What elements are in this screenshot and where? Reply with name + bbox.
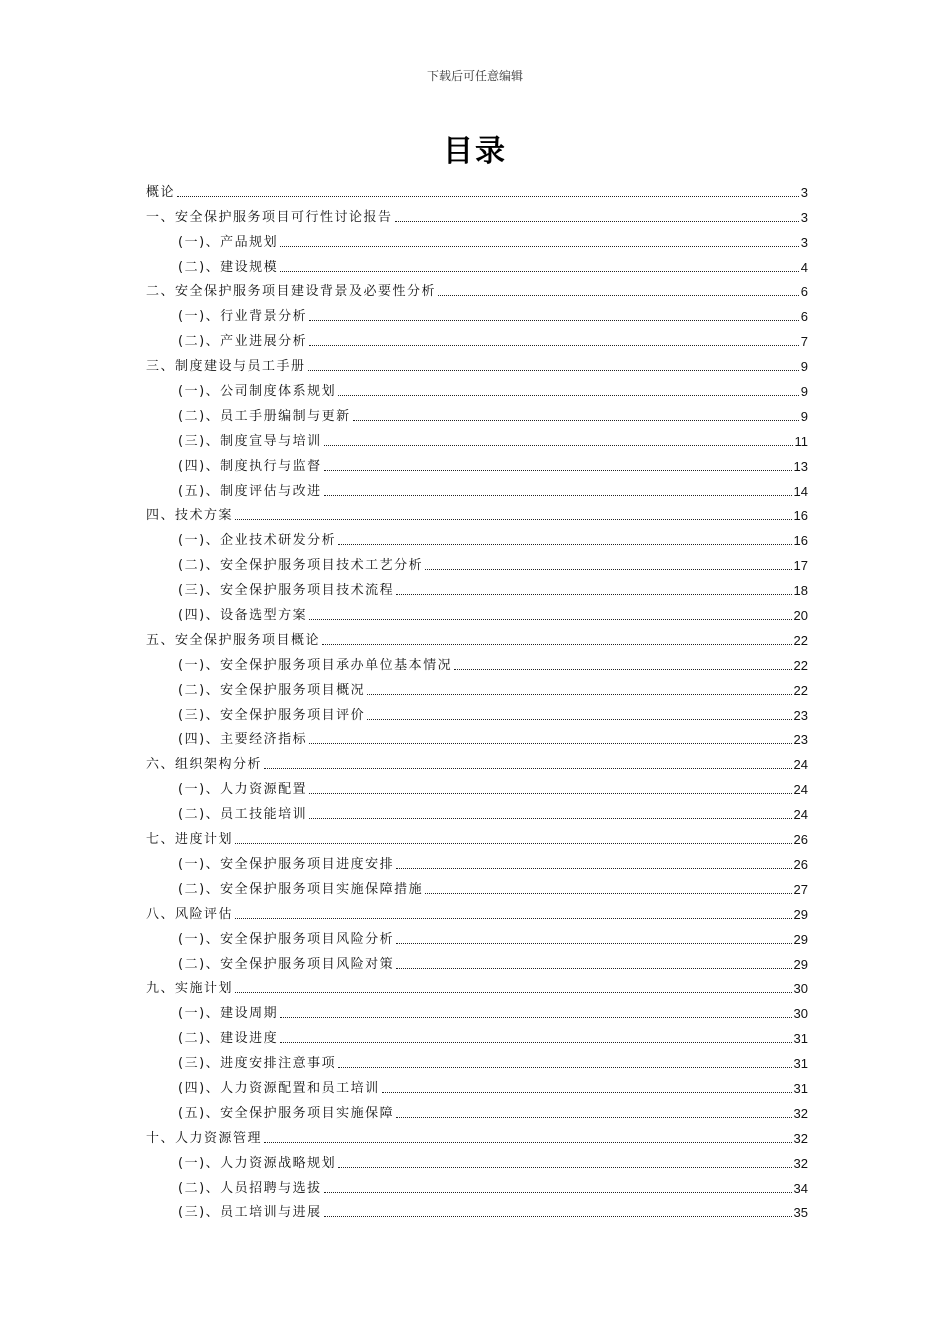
toc-entry-title: (五)、制度评估与改进 bbox=[178, 483, 322, 499]
toc-entry[interactable] bbox=[146, 574, 808, 599]
toc-dot-leader bbox=[322, 644, 792, 645]
toc-page-number: 23 bbox=[793, 732, 808, 748]
toc-entry-title: (三)、安全保护服务项目技术流程 bbox=[178, 583, 395, 599]
toc-page-number: 3 bbox=[800, 184, 808, 200]
toc-dot-leader bbox=[396, 594, 791, 595]
toc-dot-leader bbox=[280, 271, 799, 272]
toc-entry-title: (四)、人力资源配置和员工培训 bbox=[178, 1080, 380, 1096]
toc-entry[interactable] bbox=[146, 699, 808, 724]
toc-entry-title: 九、实施计划 bbox=[146, 981, 234, 997]
toc-dot-leader bbox=[280, 1042, 791, 1043]
toc-entry[interactable] bbox=[146, 1022, 808, 1047]
toc-dot-leader bbox=[280, 246, 799, 247]
toc-entry-title: (二)、产业进展分析 bbox=[178, 334, 308, 350]
toc-page-number: 34 bbox=[793, 1180, 808, 1196]
toc-dot-leader bbox=[235, 992, 792, 993]
toc-entry-title: 五、安全保护服务项目概论 bbox=[146, 632, 321, 648]
toc-page-number: 11 bbox=[794, 433, 808, 449]
toc-dot-leader bbox=[324, 495, 792, 496]
toc-dot-leader bbox=[367, 719, 791, 720]
toc-page-number: 13 bbox=[793, 458, 808, 474]
toc-dot-leader bbox=[396, 943, 791, 944]
toc-dot-leader bbox=[309, 619, 791, 620]
toc-page-number: 35 bbox=[793, 1205, 808, 1221]
toc-page-number: 9 bbox=[800, 359, 808, 375]
toc-page-number: 22 bbox=[793, 657, 808, 673]
toc-dot-leader bbox=[309, 793, 791, 794]
toc-entry-title: 三、制度建设与员工手册 bbox=[146, 359, 306, 375]
toc-dot-leader bbox=[382, 1092, 792, 1093]
toc-entry[interactable] bbox=[146, 649, 808, 674]
toc-entry-title: (二)、建设规模 bbox=[178, 259, 279, 275]
toc-entry-title: (二)、建设进度 bbox=[178, 1031, 279, 1047]
toc-entry-title: (四)、制度执行与监督 bbox=[178, 458, 322, 474]
toc-entry[interactable] bbox=[146, 276, 808, 301]
toc-entry[interactable] bbox=[146, 973, 808, 998]
toc-dot-leader bbox=[338, 1167, 791, 1168]
toc-page-number: 24 bbox=[793, 757, 808, 773]
toc-page-number: 29 bbox=[793, 956, 808, 972]
toc-entry[interactable] bbox=[146, 674, 808, 699]
toc-entry[interactable] bbox=[146, 325, 808, 350]
toc-entry[interactable] bbox=[146, 1047, 808, 1072]
toc-entry[interactable] bbox=[146, 923, 808, 948]
toc-entry-title: 八、风险评估 bbox=[146, 906, 234, 922]
toc-dot-leader bbox=[324, 445, 793, 446]
toc-dot-leader bbox=[309, 743, 791, 744]
toc-page-number: 6 bbox=[800, 309, 808, 325]
toc-page-number: 7 bbox=[800, 334, 808, 350]
toc-page-number: 27 bbox=[793, 881, 808, 897]
toc-dot-leader bbox=[324, 470, 792, 471]
toc-page-number: 26 bbox=[793, 856, 808, 872]
toc-entry-title: (一)、安全保护服务项目进度安排 bbox=[178, 856, 395, 872]
toc-page-number: 9 bbox=[800, 408, 808, 424]
toc-entry[interactable] bbox=[146, 425, 808, 450]
toc-dot-leader bbox=[367, 694, 791, 695]
toc-entry[interactable] bbox=[146, 500, 808, 525]
toc-entry[interactable] bbox=[146, 524, 808, 549]
toc-entry-title: (五)、安全保护服务项目实施保障 bbox=[178, 1105, 395, 1121]
toc-entry-title: 七、进度计划 bbox=[146, 832, 234, 848]
toc-entry[interactable] bbox=[146, 226, 808, 251]
toc-dot-leader bbox=[235, 519, 792, 520]
page-title: 目录 bbox=[443, 134, 507, 169]
toc-dot-leader bbox=[338, 395, 799, 396]
toc-page-number: 29 bbox=[793, 931, 808, 947]
toc-dot-leader bbox=[235, 843, 792, 844]
toc-dot-leader bbox=[425, 569, 791, 570]
toc-entry[interactable] bbox=[146, 1197, 808, 1222]
toc-page-number: 24 bbox=[793, 807, 808, 823]
toc-dot-leader bbox=[396, 968, 791, 969]
toc-entry-title: (二)、人员招聘与选拔 bbox=[178, 1180, 322, 1196]
toc-entry[interactable] bbox=[146, 873, 808, 898]
toc-entry-title: (一)、企业技术研发分析 bbox=[178, 533, 337, 549]
toc-entry[interactable] bbox=[146, 1147, 808, 1172]
toc-entry-title: (一)、人力资源战略规划 bbox=[178, 1155, 337, 1171]
toc-entry-title: (四)、设备选型方案 bbox=[178, 608, 308, 624]
toc-entry[interactable] bbox=[146, 948, 808, 973]
toc-dot-leader bbox=[235, 918, 792, 919]
toc-entry-title: (一)、人力资源配置 bbox=[178, 782, 308, 798]
toc-page-number: 30 bbox=[793, 1006, 808, 1022]
toc-entry[interactable] bbox=[146, 201, 808, 226]
toc-page-number: 29 bbox=[793, 906, 808, 922]
toc-entry-title: (一)、公司制度体系规划 bbox=[178, 384, 337, 400]
toc-page-number: 18 bbox=[793, 583, 808, 599]
toc-entry[interactable] bbox=[146, 549, 808, 574]
toc-entry[interactable] bbox=[146, 748, 808, 773]
toc-entry[interactable] bbox=[146, 375, 808, 400]
toc-dot-leader bbox=[395, 221, 799, 222]
toc-page-number: 22 bbox=[793, 632, 808, 648]
toc-page-number: 26 bbox=[793, 832, 808, 848]
toc-entry-title: 六、组织架构分析 bbox=[146, 757, 263, 773]
toc-entry-title: (四)、主要经济指标 bbox=[178, 732, 308, 748]
toc-page-number: 32 bbox=[793, 1130, 808, 1146]
toc-page-number: 3 bbox=[800, 234, 808, 250]
toc-page-number: 31 bbox=[793, 1056, 808, 1072]
toc-page-number: 16 bbox=[793, 533, 808, 549]
toc-entry-title: 十、人力资源管理 bbox=[146, 1130, 263, 1146]
toc-entry-title: (一)、行业背景分析 bbox=[178, 309, 308, 325]
toc-dot-leader bbox=[177, 196, 799, 197]
toc-entry[interactable] bbox=[146, 898, 808, 923]
toc-entry[interactable] bbox=[146, 724, 808, 749]
toc-entry[interactable] bbox=[146, 176, 808, 201]
toc-dot-leader bbox=[309, 320, 799, 321]
toc-entry-title: (一)、建设周期 bbox=[178, 1006, 279, 1022]
toc-entry-title: (二)、员工技能培训 bbox=[178, 807, 308, 823]
toc-entry[interactable] bbox=[146, 400, 808, 425]
toc-entry-title: (一)、安全保护服务项目风险分析 bbox=[178, 931, 395, 947]
toc-page-number: 6 bbox=[800, 284, 808, 300]
table-of-contents bbox=[146, 176, 808, 1221]
toc-entry[interactable] bbox=[146, 1122, 808, 1147]
toc-entry-title: (二)、安全保护服务项目技术工艺分析 bbox=[178, 558, 424, 574]
toc-dot-leader bbox=[308, 370, 799, 371]
toc-entry[interactable] bbox=[146, 1172, 808, 1197]
toc-dot-leader bbox=[324, 1216, 792, 1217]
toc-page-number: 20 bbox=[793, 608, 808, 624]
toc-entry[interactable] bbox=[146, 251, 808, 276]
toc-dot-leader bbox=[396, 1117, 791, 1118]
toc-dot-leader bbox=[353, 420, 799, 421]
toc-dot-leader bbox=[264, 1142, 792, 1143]
toc-entry[interactable] bbox=[146, 1097, 808, 1122]
toc-page-number: 31 bbox=[793, 1080, 808, 1096]
toc-entry[interactable] bbox=[146, 848, 808, 873]
toc-entry[interactable] bbox=[146, 1072, 808, 1097]
toc-entry-title: (二)、安全保护服务项目风险对策 bbox=[178, 956, 395, 972]
toc-dot-leader bbox=[454, 669, 791, 670]
toc-entry[interactable] bbox=[146, 823, 808, 848]
toc-entry-title: (三)、员工培训与进展 bbox=[178, 1205, 322, 1221]
toc-dot-leader bbox=[338, 544, 791, 545]
toc-dot-leader bbox=[309, 345, 799, 346]
header-note: 下载后可任意编辑 bbox=[426, 69, 523, 83]
toc-entry[interactable] bbox=[146, 450, 808, 475]
toc-page-number: 22 bbox=[793, 682, 808, 698]
toc-dot-leader bbox=[396, 868, 791, 869]
toc-entry-title: 二、安全保护服务项目建设背景及必要性分析 bbox=[146, 284, 437, 300]
toc-entry[interactable] bbox=[146, 997, 808, 1022]
toc-page-number: 32 bbox=[793, 1105, 808, 1121]
toc-page-number: 23 bbox=[793, 707, 808, 723]
toc-dot-leader bbox=[338, 1067, 791, 1068]
toc-entry[interactable] bbox=[146, 350, 808, 375]
toc-entry-title: (三)、制度宣导与培训 bbox=[178, 433, 322, 449]
toc-page-number: 4 bbox=[800, 259, 808, 275]
toc-entry-title: (二)、员工手册编制与更新 bbox=[178, 408, 351, 424]
toc-dot-leader bbox=[425, 893, 791, 894]
toc-entry-title: 概论 bbox=[146, 184, 176, 200]
toc-dot-leader bbox=[438, 295, 799, 296]
toc-entry-title: (一)、产品规划 bbox=[178, 234, 279, 250]
toc-entry-title: (二)、安全保护服务项目概况 bbox=[178, 682, 366, 698]
toc-page-number: 30 bbox=[793, 981, 808, 997]
toc-entry-title: (三)、进度安排注意事项 bbox=[178, 1056, 337, 1072]
toc-entry-title: (三)、安全保护服务项目评价 bbox=[178, 707, 366, 723]
toc-entry[interactable] bbox=[146, 773, 808, 798]
toc-page-number: 32 bbox=[793, 1155, 808, 1171]
toc-entry-title: 四、技术方案 bbox=[146, 508, 234, 524]
toc-entry[interactable] bbox=[146, 798, 808, 823]
toc-page-number: 14 bbox=[793, 483, 808, 499]
toc-page-number: 16 bbox=[793, 508, 808, 524]
toc-page-number: 9 bbox=[800, 384, 808, 400]
toc-page-number: 24 bbox=[793, 782, 808, 798]
toc-entry[interactable] bbox=[146, 624, 808, 649]
toc-page-number: 31 bbox=[793, 1031, 808, 1047]
toc-dot-leader bbox=[309, 818, 791, 819]
toc-entry[interactable] bbox=[146, 599, 808, 624]
toc-dot-leader bbox=[280, 1017, 791, 1018]
toc-dot-leader bbox=[324, 1192, 792, 1193]
toc-dot-leader bbox=[264, 768, 792, 769]
toc-page-number: 3 bbox=[800, 209, 808, 225]
toc-page-number: 17 bbox=[793, 558, 808, 574]
toc-entry[interactable] bbox=[146, 475, 808, 500]
toc-entry-title: (一)、安全保护服务项目承办单位基本情况 bbox=[178, 657, 453, 673]
toc-entry-title: 一、安全保护服务项目可行性讨论报告 bbox=[146, 209, 393, 225]
toc-entry-title: (二)、安全保护服务项目实施保障措施 bbox=[178, 881, 424, 897]
toc-entry[interactable] bbox=[146, 300, 808, 325]
